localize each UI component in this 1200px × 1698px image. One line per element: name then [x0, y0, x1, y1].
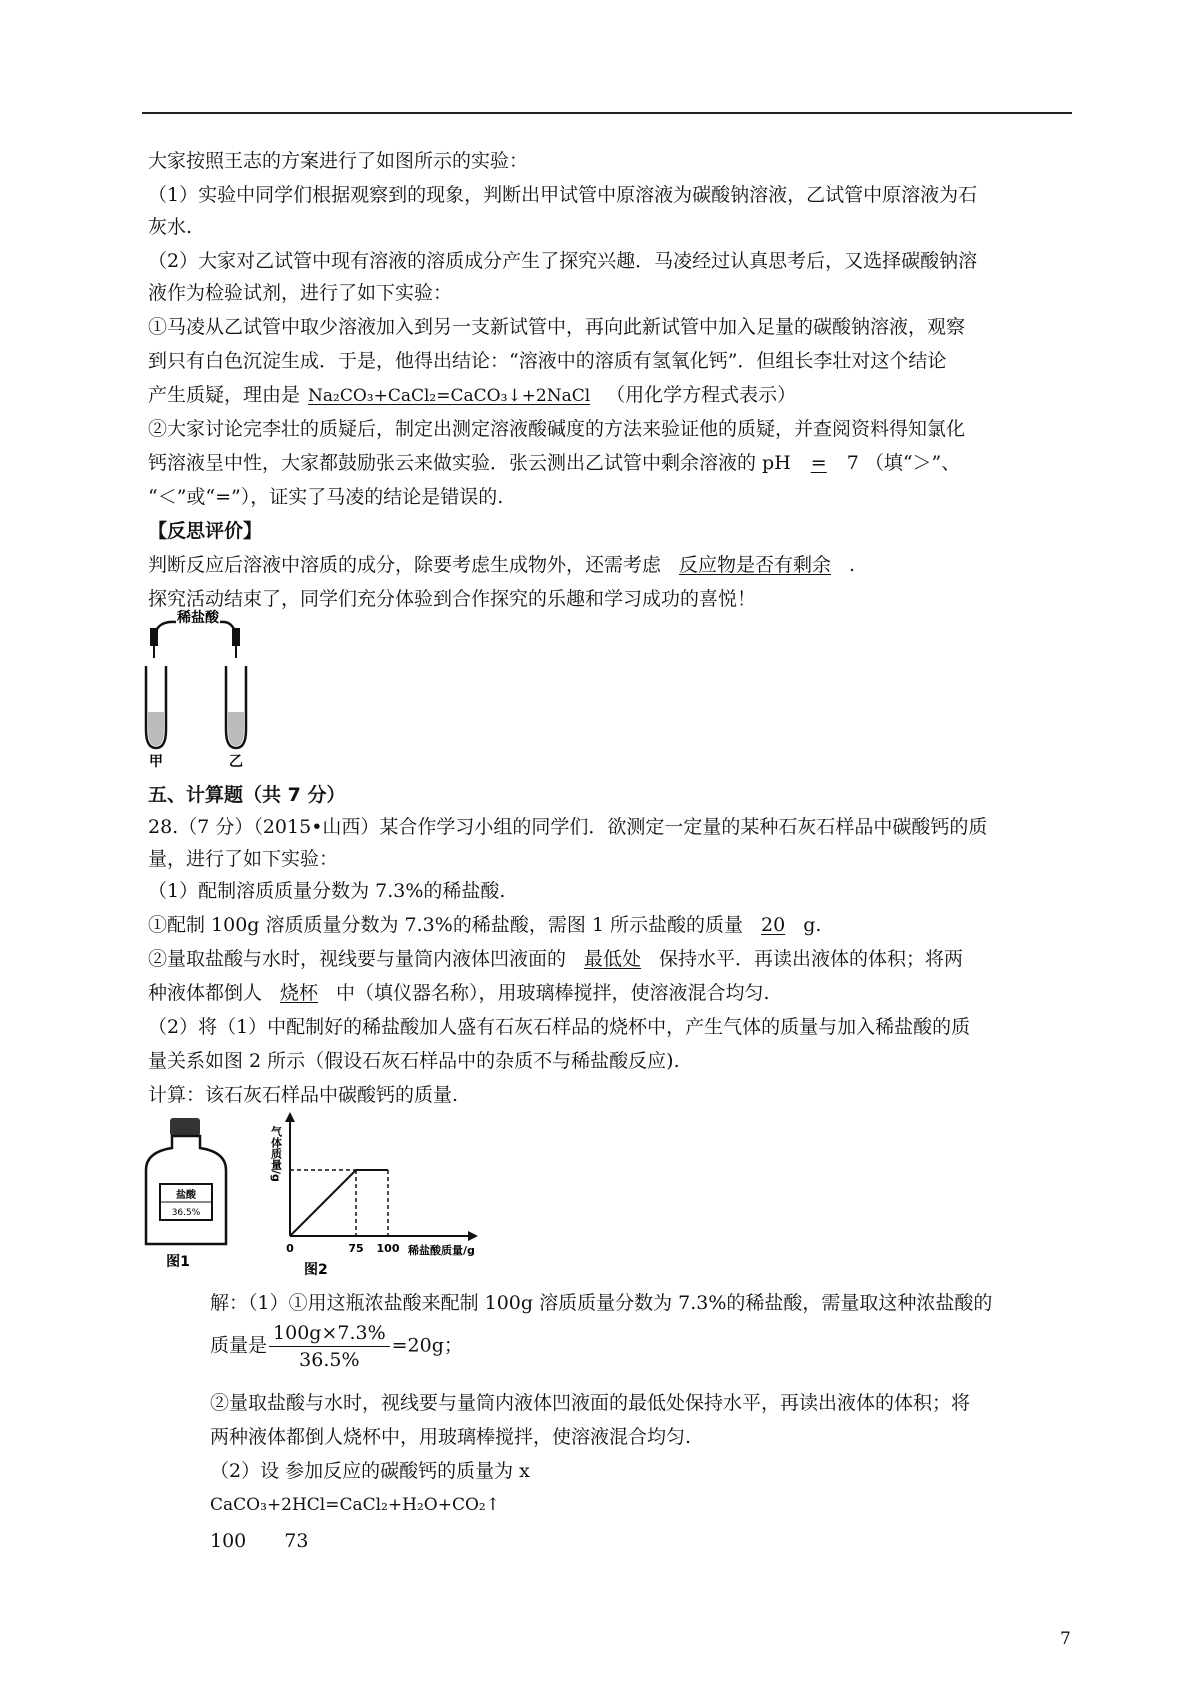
text: 钙溶液呈中性，大家都鼓励张云来做实验．张云测出乙试管中剩余溶液的 pH [148, 452, 791, 474]
text: 保持水平．再读出液体的体积；将两 [659, 948, 964, 970]
paragraph: （1）配制溶质质量分数为 7.3%的稀盐酸. [148, 880, 506, 902]
paragraph [148, 384, 796, 407]
bottle-figure [140, 1112, 240, 1272]
solution-line [210, 1530, 308, 1552]
paragraph: （2）将（1）中配制好的稀盐酸加人盛有石灰石样品的烧杯中，产生气体的质量与加入稀盐酸的质 [148, 1016, 971, 1038]
header-rule [142, 112, 1072, 114]
y-axis-label: 气体质量/g [269, 1126, 283, 1182]
solution-line: （2）设 参加反应的碳酸钙的质量为 x [210, 1460, 530, 1482]
solution-line: 解：（1）①用这瓶浓盐酸来配制 100g 溶质质量分数为 7.3%的稀盐酸，需量取这种浓盐酸的 [210, 1292, 993, 1314]
text: 质量是 [210, 1334, 268, 1357]
text: 产生质疑，理由是 [148, 384, 301, 406]
paragraph [148, 948, 963, 970]
paragraph: （1）实验中同学们根据观察到的现象，判断出甲试管中原溶液为碳酸钠溶液，乙试管中原溶液为石 [148, 184, 978, 206]
paragraph: 量，进行了如下实验： [148, 848, 339, 870]
section-heading: 【反思评价】 [148, 520, 263, 542]
text: =20g； [391, 1334, 463, 1357]
tube-label-right: 乙 [229, 754, 243, 770]
paragraph: 液作为检验试剂，进行了如下实验： [148, 282, 453, 304]
number: 100 [210, 1530, 247, 1552]
test-tubes-figure [140, 600, 260, 770]
answer-blank: Na₂CO₃+CaCl₂=CaCO₃↓+2NaCl [308, 386, 591, 406]
paragraph [148, 914, 821, 936]
x-tick-0: 0 [286, 1242, 294, 1255]
paragraph: 计算：该石灰石样品中碳酸钙的质量. [148, 1084, 459, 1106]
text: 判断反应后溶液中溶质的成分，除要考虑生成物外，还需考虑 [148, 554, 662, 576]
text: g. [803, 914, 822, 936]
paragraph [148, 452, 960, 474]
number: 73 [284, 1530, 309, 1552]
solution-line [210, 1322, 463, 1371]
answer-blank: 烧杯 [280, 982, 319, 1004]
bottle-label-name: 盐酸 [176, 1190, 196, 1201]
x-tick-100: 100 [376, 1242, 400, 1255]
figure-label: 稀盐酸 [177, 610, 219, 626]
paragraph: 灰水. [148, 216, 193, 238]
paragraph: ①马凌从乙试管中取少溶液加入到另一支新试管中，再向此新试管中加入足量的碳酸钠溶液，观察 [148, 316, 966, 338]
text: 种液体都倒人 [148, 982, 263, 1004]
figure-caption: 图1 [166, 1254, 190, 1270]
bottle-label-concentration: 36.5% [171, 1208, 201, 1218]
answer-blank: 最低处 [584, 948, 642, 970]
fraction [269, 1322, 390, 1371]
text: 7 （填“＞”、 [846, 452, 961, 474]
solution-line: ②量取盐酸与水时，视线要与量筒内液体凹液面的最低处保持水平，再读出液体的体积；将 [210, 1392, 971, 1414]
text: 中（填仪器名称），用玻璃棒搅拌，使溶液混合均匀. [336, 982, 770, 1004]
curve-rising [290, 1170, 356, 1236]
figure-caption: 图2 [304, 1262, 328, 1278]
fraction-denominator: 36.5% [299, 1349, 360, 1371]
answer-blank: = [810, 452, 827, 474]
x-axis-label: 稀盐酸质量/g [408, 1244, 475, 1257]
paragraph [148, 554, 855, 576]
text: . [849, 554, 856, 576]
text: ②量取盐酸与水时，视线要与量筒内液体凹液面的 [148, 948, 567, 970]
paragraph: 28.（7 分）（2015•山西）某合作学习小组的同学们．欲测定一定量的某种石灰石样品中碳酸钙的质 [148, 816, 988, 838]
paragraph [148, 982, 770, 1004]
bottle-cap [170, 1118, 200, 1136]
paragraph: “＜”或“=”），证实了马凌的结论是错误的. [148, 486, 504, 508]
paragraph: ②大家讨论完李壮的质疑后，制定出测定溶液酸碱度的方法来验证他的质疑，并查阅资料得知氯化 [148, 418, 966, 440]
answer-blank: 20 [761, 914, 786, 936]
page-number: 7 [1060, 1629, 1071, 1649]
gas-mass-graph [268, 1108, 488, 1278]
paragraph: 探究活动结束了，同学们充分体验到合作探究的乐趣和学习成功的喜悦！ [148, 588, 757, 610]
paragraph: 到只有白色沉淀生成．于是，他得出结论：“溶液中的溶质有氢氧化钙”．但组长李壮对这个结论 [148, 350, 947, 372]
text: （用化学方程式表示） [606, 384, 797, 406]
answer-blank: 反应物是否有剩余 [679, 554, 832, 576]
section-heading: 五、计算题（共 7 分） [148, 784, 346, 806]
paragraph: （2）大家对乙试管中现有溶液的溶质成分产生了探究兴趣．马凌经过认真思考后，又选择碳酸钠溶 [148, 250, 978, 272]
tube-label-left: 甲 [149, 754, 163, 770]
x-tick-75: 75 [348, 1242, 364, 1255]
paragraph: 大家按照王志的方案进行了如图所示的实验： [148, 150, 529, 172]
solution-line: 两种液体都倒人烧杯中，用玻璃棒搅拌，使溶液混合均匀. [210, 1426, 692, 1448]
chemical-equation: CaCO₃+2HCl=CaCl₂+H₂O+CO₂↑ [210, 1495, 500, 1515]
text: ①配制 100g 溶质质量分数为 7.3%的稀盐酸，需图 1 所示盐酸的质量 [148, 914, 743, 936]
paragraph: 量关系如图 2 所示（假设石灰石样品中的杂质不与稀盐酸反应). [148, 1050, 680, 1072]
fraction-numerator: 100g×7.3% [269, 1322, 390, 1347]
